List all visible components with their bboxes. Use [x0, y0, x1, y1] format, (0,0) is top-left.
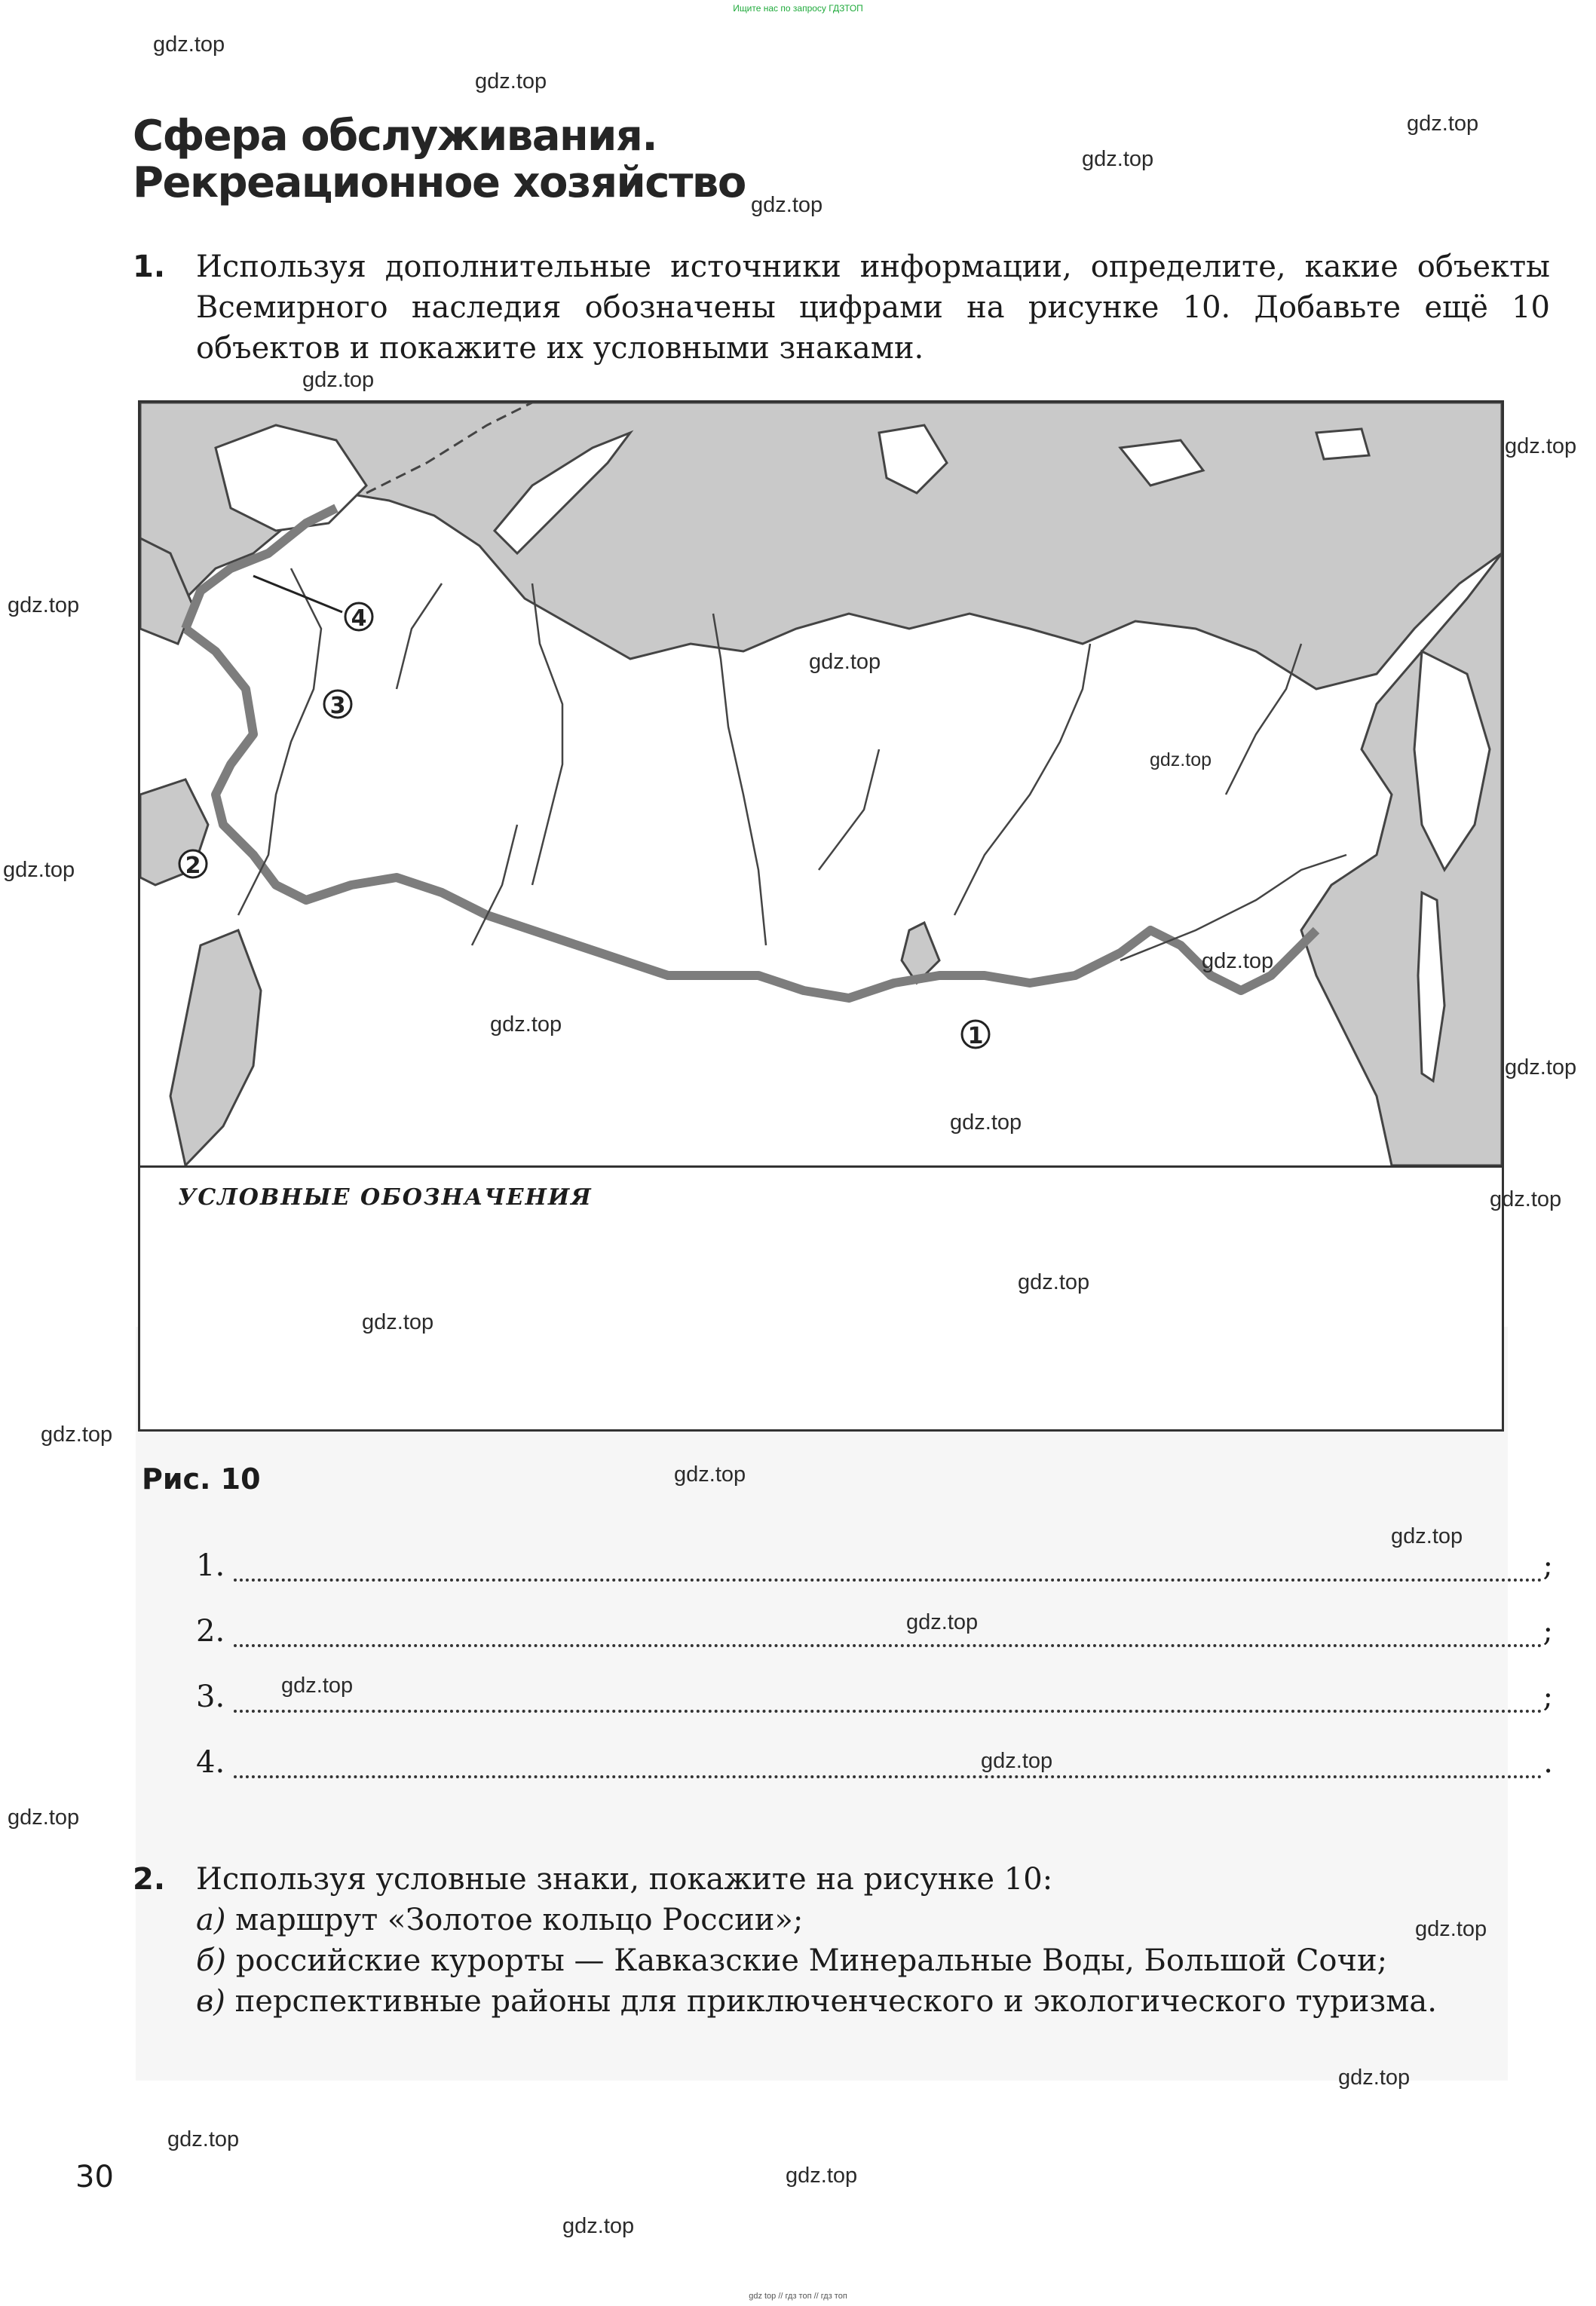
- answer-end-mark: ;: [1542, 1614, 1553, 1649]
- svg-text:1: 1: [967, 1023, 984, 1049]
- arctic-ocean: [140, 403, 1502, 689]
- watermark: gdz.top: [1082, 147, 1154, 171]
- task-1-number: 1.: [133, 250, 166, 284]
- watermark: gdz.top: [562, 2214, 635, 2238]
- watermark: gdz.top: [1490, 1187, 1562, 1211]
- answer-number: 3.: [196, 1680, 225, 1714]
- watermark: gdz.top: [490, 1012, 562, 1037]
- watermark: gdz.top: [1415, 1917, 1487, 1941]
- watermark: gdz.top: [1150, 749, 1212, 770]
- watermark: gdz.top: [906, 1610, 979, 1634]
- watermark: gdz.top: [8, 1805, 80, 1830]
- task-2-intro: Используя условные знаки, покажите на рисунке 10:: [196, 1862, 1053, 1897]
- figure-caption: Рис. 10: [142, 1462, 261, 1496]
- answer-end-mark: .: [1543, 1745, 1553, 1780]
- task-1: [133, 247, 1550, 369]
- watermark: gdz.top: [362, 1310, 434, 1334]
- caspian-sea: [170, 930, 261, 1165]
- watermark: gdz.top: [809, 650, 881, 674]
- answer-end-mark: ;: [1542, 1548, 1553, 1583]
- watermark: gdz.top: [475, 69, 547, 93]
- wrangel-island: [1316, 429, 1369, 459]
- russia-map-figure: [138, 400, 1504, 1432]
- item-text: перспективные районы для приключенческого и экологического туризма.: [234, 1984, 1437, 2019]
- answer-dotted-line[interactable]: [234, 1775, 1542, 1778]
- russia-contour-map: [140, 403, 1502, 1165]
- watermark: gdz.top: [1202, 949, 1274, 973]
- item-letter: б): [196, 1943, 227, 1978]
- answer-line-4[interactable]: [196, 1745, 1553, 1787]
- watermark: gdz.top: [281, 1674, 354, 1698]
- river-tunguska: [819, 749, 879, 870]
- item-text: российские курорты — Кавказские Минеральные Воды, Большой Сочи;: [235, 1943, 1388, 1978]
- item-text: маршрут «Золотое кольцо России»;: [235, 1903, 804, 1937]
- answer-end-mark: ;: [1542, 1680, 1553, 1714]
- watermark: gdz.top: [3, 858, 75, 882]
- watermark: gdz.top: [1391, 1524, 1463, 1548]
- watermark: gdz.top: [1407, 112, 1479, 136]
- answer-line-1[interactable]: [196, 1548, 1553, 1591]
- marker-4: [253, 576, 372, 632]
- watermark: gdz.top: [1018, 1270, 1090, 1294]
- top-banner[interactable]: Ищите нас по запросу ГДЗТОП: [733, 3, 863, 14]
- watermark: gdz.top: [8, 593, 80, 617]
- item-letter: в): [196, 1984, 225, 2019]
- watermark: gdz.top: [153, 32, 225, 57]
- watermark: gdz.top: [1505, 434, 1577, 458]
- svg-text:2: 2: [185, 853, 201, 879]
- task-2-item-b: [196, 1940, 1550, 1981]
- watermark: gdz.top: [751, 193, 823, 217]
- watermark: gdz.top: [1338, 2066, 1411, 2090]
- watermark: gdz.top: [674, 1462, 746, 1487]
- answer-dotted-line[interactable]: [234, 1579, 1542, 1582]
- title-line-1: Сфера обслуживания.: [133, 112, 657, 161]
- title-line-2: Рекреационное хозяйство: [133, 158, 746, 207]
- watermark: gdz.top: [302, 368, 375, 392]
- svg-text:4: 4: [351, 605, 367, 632]
- watermark: gdz.top: [981, 1749, 1053, 1773]
- marker-3: [324, 691, 351, 719]
- answer-dotted-line[interactable]: [234, 1710, 1542, 1713]
- watermark: gdz.top: [167, 2127, 240, 2151]
- river-pechora: [397, 583, 442, 689]
- page-number: 30: [75, 2160, 114, 2194]
- marker-2: [179, 850, 207, 879]
- watermark: gdz.top: [786, 2164, 858, 2188]
- task-2-item-c: [196, 1981, 1550, 2022]
- watermark: gdz.top: [1505, 1055, 1577, 1080]
- task-2-number: 2.: [133, 1862, 166, 1897]
- watermark: gdz.top: [950, 1110, 1022, 1135]
- map-legend: [140, 1165, 1502, 1432]
- item-letter: а): [196, 1903, 226, 1937]
- river-lena: [954, 644, 1090, 915]
- footer-links[interactable]: gdz top // гдз топ // гдз топ: [749, 2292, 847, 2301]
- legend-title: УСЛОВНЫЕ ОБОЗНАЧЕНИЯ: [178, 1184, 593, 1211]
- answer-number: 4.: [196, 1745, 225, 1780]
- marker-1: [962, 1021, 989, 1049]
- watermark: gdz.top: [41, 1422, 113, 1447]
- answer-number: 2.: [196, 1614, 225, 1649]
- task-2-body: [196, 1859, 1550, 2022]
- river-ob: [532, 583, 562, 885]
- svg-text:3: 3: [329, 693, 346, 719]
- task-1-text: Используя дополнительные источники информации, определите, какие объекты Всемирного наследия обозначены цифрами на рисунке 10. Добавьте ещё 10 объектов и покажите их условными знаками.: [196, 250, 1550, 366]
- river-yenisei: [713, 614, 766, 945]
- state-border: [185, 629, 1316, 998]
- answer-line-2[interactable]: [196, 1614, 1553, 1656]
- answer-line-3[interactable]: [196, 1680, 1553, 1722]
- task-2-item-a: [196, 1900, 1550, 1940]
- task-2: [133, 1859, 1550, 2022]
- page-title: [133, 113, 746, 207]
- answer-dotted-line[interactable]: [234, 1644, 1542, 1647]
- answer-number: 1.: [196, 1548, 225, 1583]
